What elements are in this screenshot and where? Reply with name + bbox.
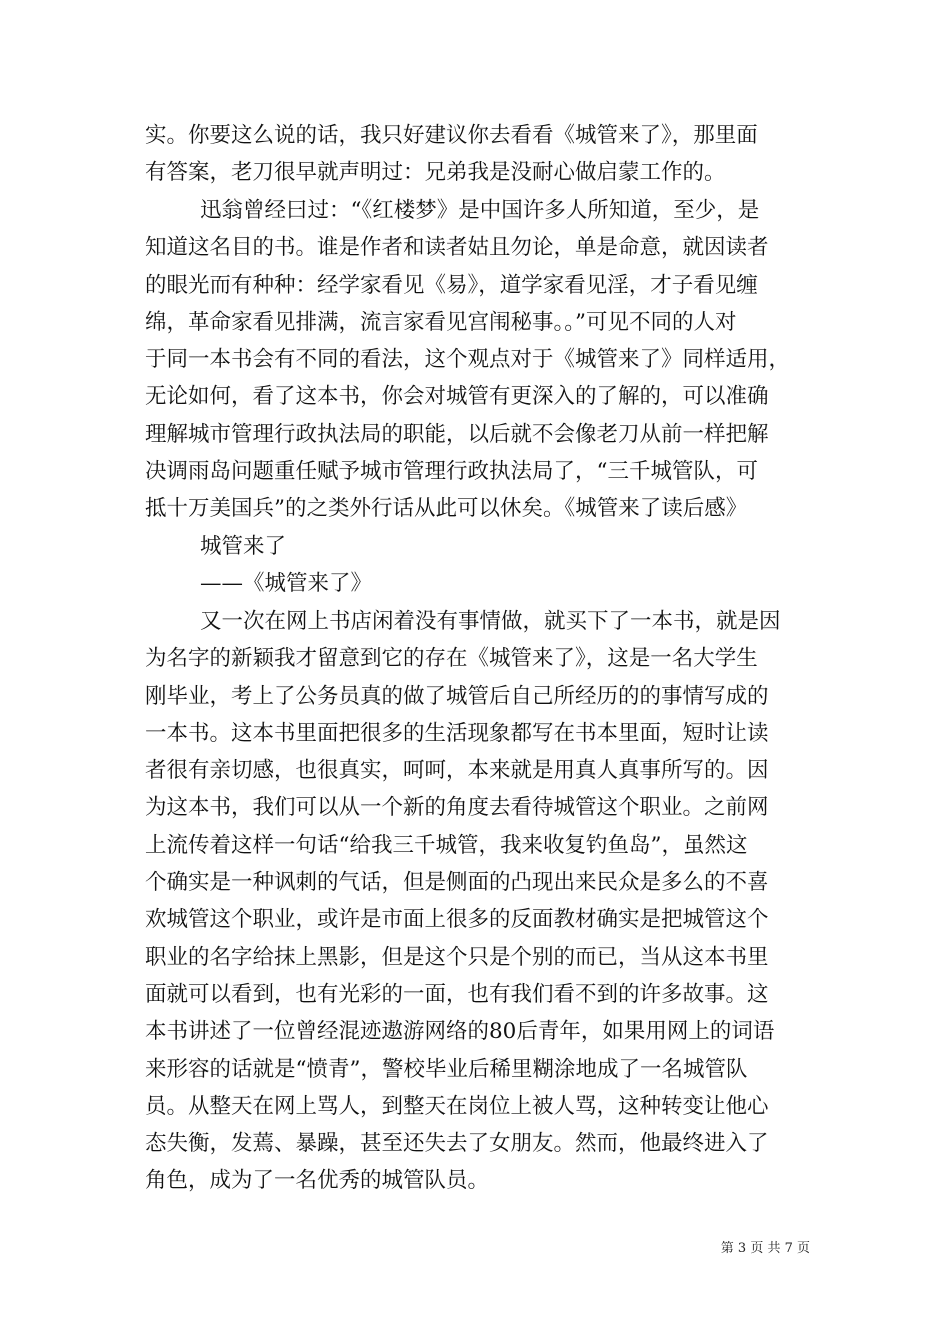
text-line: 者很有亲切感，也很真实，呵呵，本来就是用真人真事所写的。因 [145,758,769,784]
text-line: 个确实是一种讽刺的气话，但是侧面的凸现出来民众是多么的不喜 [145,870,769,896]
text-line: 一本书。这本书里面把很多的生活现象都写在书本里面，短时让读 [145,720,769,746]
text-line: 理解城市管理行政执法局的职能，以后就不会像老刀从前一样把解 [145,421,769,447]
section-subtitle: ——《城管来了》 [200,571,373,597]
text-line: 无论如何，看了这本书，你会对城管有更深入的了解的，可以准确 [145,384,769,410]
text-line: 员。从整天在网上骂人，到整天在岗位上被人骂，这种转变让他心 [145,1093,769,1119]
text-line: 抵十万美国兵”的之类外行话从此可以休矣。《城管来了读后感》 [145,496,748,522]
text-line: 又一次在网上书店闲着没有事情做，就买下了一本书，就是因 [200,609,781,634]
paragraph-review [145,603,815,1200]
text-line: 迅翁曾经曰过：“《红楼梦》是中国许多人所知道，至少，是 [200,198,760,223]
text-line: 职业的名字给抹上黑影，但是这个只是个别的而已，当从这本书里 [145,944,769,970]
text-line: 于同一本书会有不同的看法，这个观点对于《城管来了》同样适用， [145,347,791,373]
page-number: 第 3 页 共 7 页 [720,1241,810,1256]
text-line: 知道这名目的书。谁是作者和读者姑且勿论，单是命意，就因读者 [145,235,769,261]
paragraph-continuation [145,117,815,192]
text-line: 本书讲述了一位曾经混迹遨游网络的80后青年，如果用网上的词语 [145,1019,775,1045]
text-line: 为名字的新颖我才留意到它的存在《城管来了》，这是一名大学生 [145,646,758,672]
text-line: 态失衡，发蔫、暴躁，甚至还失去了女朋友。然而，他最终进入了 [145,1131,769,1157]
text-line: 实。你要这么说的话，我只好建议你去看看《城管来了》，那里面 [145,123,758,148]
text-line: 绵，革命家看见排满，流言家看见宫闱秘事。。”可见不同的人对 [145,309,737,335]
text-line: 有答案，老刀很早就声明过：兄弟我是没耐心做启蒙工作的。 [145,160,726,186]
text-line: 的眼光而有种种：经学家看见《易》，道学家看见淫，才子看见缠 [145,272,758,298]
text-line: 欢城管这个职业，或许是市面上很多的反面教材确实是把城管这个 [145,907,769,933]
section-title: 城管来了 [200,534,287,559]
paragraph-quote [145,192,815,528]
text-line: 决调雨岛问题重任赋予城市管理行政执法局了，“三千城管队，可 [145,459,758,485]
text-line: 为这本书，我们可以从一个新的角度去看待城管这个职业。之前网 [145,795,769,821]
section-heading [145,528,815,603]
text-line: 角色，成为了一名优秀的城管队员。 [145,1168,490,1194]
text-line: 刚毕业，考上了公务员真的做了城管后自己所经历的的事情写成的 [145,683,769,709]
text-line: 上流传着这样一句话“给我三千城管，我来收复钓鱼岛”，虽然这 [145,832,748,858]
text-line: 面就可以看到，也有光彩的一面，也有我们看不到的许多故事。这 [145,981,769,1007]
text-line: 来形容的话就是“愤青”，警校毕业后稀里糊涂地成了一名城管队 [145,1056,748,1082]
